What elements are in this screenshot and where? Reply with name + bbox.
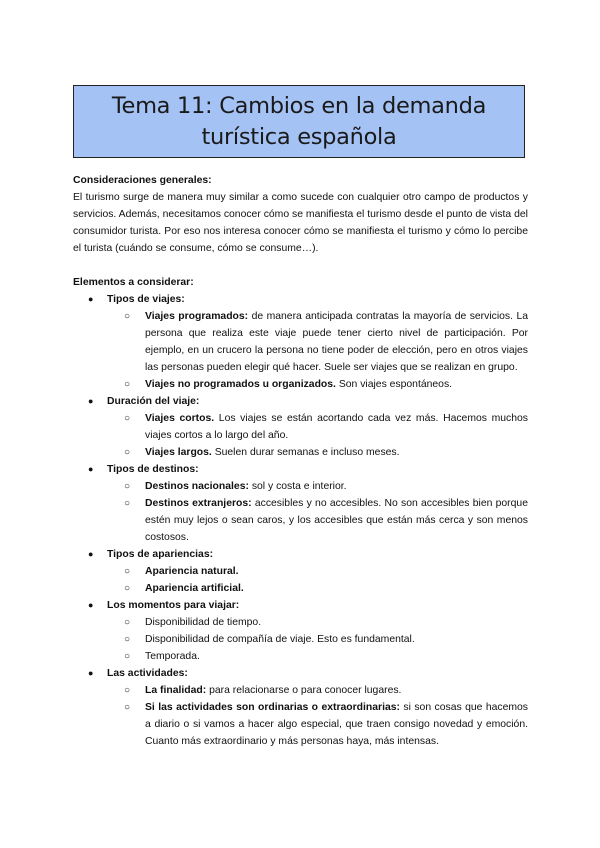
- circle-bullet-icon: ○: [124, 379, 131, 390]
- sub-item-text: accesibles y no accesibles. No son accesibles bien porque estén muy lejos o sean caros, y los accesibles que están más cerca y son menos costosos.: [145, 498, 528, 543]
- bullet-icon: ●: [88, 396, 94, 406]
- circle-bullet-icon: ○: [124, 481, 131, 492]
- circle-bullet-icon: ○: [124, 447, 131, 458]
- list-item-title: Los momentos para viajar:: [107, 600, 240, 611]
- sub-item-term: Viajes cortos.: [145, 413, 215, 424]
- sub-item-text: sol y costa e interior.: [248, 481, 347, 492]
- circle-bullet-icon: ○: [124, 413, 131, 424]
- sub-item-term: Si las actividades son ordinarias o extraordinarias:: [145, 702, 400, 713]
- bullet-icon: ●: [88, 294, 94, 304]
- sub-item-text: Disponibilidad de tiempo.: [145, 617, 262, 628]
- sub-list-item: [107, 410, 528, 444]
- sub-item-term: Destinos nacionales:: [145, 481, 249, 492]
- sub-list-item: [107, 478, 528, 495]
- bullet-icon: ●: [88, 600, 94, 610]
- sub-list-item: [107, 631, 528, 648]
- circle-bullet-icon: ○: [124, 311, 131, 322]
- sub-list: [107, 682, 528, 750]
- sub-list: [107, 563, 528, 597]
- bullet-icon: ●: [88, 668, 94, 678]
- circle-bullet-icon: ○: [124, 651, 131, 662]
- document-body: [73, 172, 528, 750]
- sub-list: [107, 478, 528, 546]
- circle-bullet-icon: ○: [124, 685, 131, 696]
- bullet-icon: ●: [88, 549, 94, 559]
- circle-bullet-icon: ○: [124, 583, 131, 594]
- sub-item-text: Disponibilidad de compañía de viaje. Esto es fundamental.: [145, 634, 415, 645]
- list-item: [73, 393, 528, 461]
- sub-list-item: [107, 563, 528, 580]
- sub-item-text: de manera anticipada contratas la mayoría de servicios. La persona que realiza este viaje puede tener cierto nivel de participación. Por ejemplo, en un crucero la persona no tiene poder de elección, pero en otros viajes las personas pueden elegir qué hacer. Suele ser viajes que se realizan en grupo.: [145, 311, 528, 373]
- sub-item-term: Destinos extranjeros:: [145, 498, 252, 509]
- sub-list: [107, 614, 528, 665]
- sub-list-item: [107, 580, 528, 597]
- sub-item-term: Viajes no programados u organizados.: [145, 379, 336, 390]
- sub-list-item: [107, 648, 528, 665]
- sub-list-item: [107, 699, 528, 750]
- sub-item-text: Suelen durar semanas e incluso meses.: [211, 447, 400, 458]
- sub-item-text: Son viajes espontáneos.: [335, 379, 453, 390]
- sub-list-item: [107, 682, 528, 699]
- list-item-title: Tipos de destinos:: [107, 464, 199, 475]
- bullet-icon: ●: [88, 464, 94, 474]
- sub-item-term: La finalidad:: [145, 685, 207, 696]
- sub-list-item: [107, 444, 528, 461]
- sub-list-item: [107, 308, 528, 376]
- list-item: [73, 461, 528, 546]
- sub-item-term: Apariencia natural.: [145, 566, 239, 577]
- list-item: [73, 597, 528, 665]
- circle-bullet-icon: ○: [124, 566, 131, 577]
- circle-bullet-icon: ○: [124, 498, 131, 509]
- sub-list-item: [107, 376, 528, 393]
- section-heading: Elementos a considerar:: [73, 277, 194, 288]
- list-item: [73, 546, 528, 597]
- sub-list: [107, 308, 528, 393]
- circle-bullet-icon: ○: [124, 702, 131, 713]
- sub-list-item: [107, 614, 528, 631]
- bullet-list: [73, 291, 528, 750]
- sub-item-text: Los viajes se están acortando cada vez más. Hacemos muchos viajes cortos a lo largo del año.: [145, 413, 528, 441]
- sub-item-term: Viajes programados:: [145, 311, 249, 322]
- sub-item-text: Temporada.: [145, 651, 200, 662]
- list-item-title: Tipos de viajes:: [107, 294, 185, 305]
- sub-item-term: Apariencia artificial.: [145, 583, 244, 594]
- sub-item-text: para relacionarse o para conocer lugares.: [206, 685, 402, 696]
- sub-list: [107, 410, 528, 461]
- sub-item-text: si son cosas que hacemos a diario o si vamos a hacer algo especial, que traen consigo novedad y emoción. Cuanto más extraordinario y más personas haya, más intensas.: [145, 702, 529, 747]
- list-item-title: Tipos de apariencias:: [107, 549, 214, 560]
- list-item-title: Las actividades:: [107, 668, 188, 679]
- sub-item-term: Viajes largos.: [145, 447, 212, 458]
- list-item: [73, 291, 528, 393]
- list-item: [73, 665, 528, 750]
- sub-list-item: [107, 495, 528, 546]
- paragraph: El turismo surge de manera muy similar a como sucede con cualquier otro campo de productos y servicios. Además, necesitamos conocer cómo se manifiesta el turismo desde el punto de vista del consumidor turista. Por eso nos interesa conocer cómo se manifiesta el turismo y cómo lo percibe el turista (cuándo se consume, cómo se consume…).: [73, 192, 528, 254]
- title-box: [73, 85, 525, 158]
- circle-bullet-icon: ○: [124, 634, 131, 645]
- list-item-title: Duración del viaje:: [107, 396, 200, 407]
- circle-bullet-icon: ○: [124, 617, 131, 628]
- section-heading: Consideraciones generales:: [73, 175, 212, 186]
- page-title: Tema 11: Cambios en la demanda turística española: [111, 93, 487, 150]
